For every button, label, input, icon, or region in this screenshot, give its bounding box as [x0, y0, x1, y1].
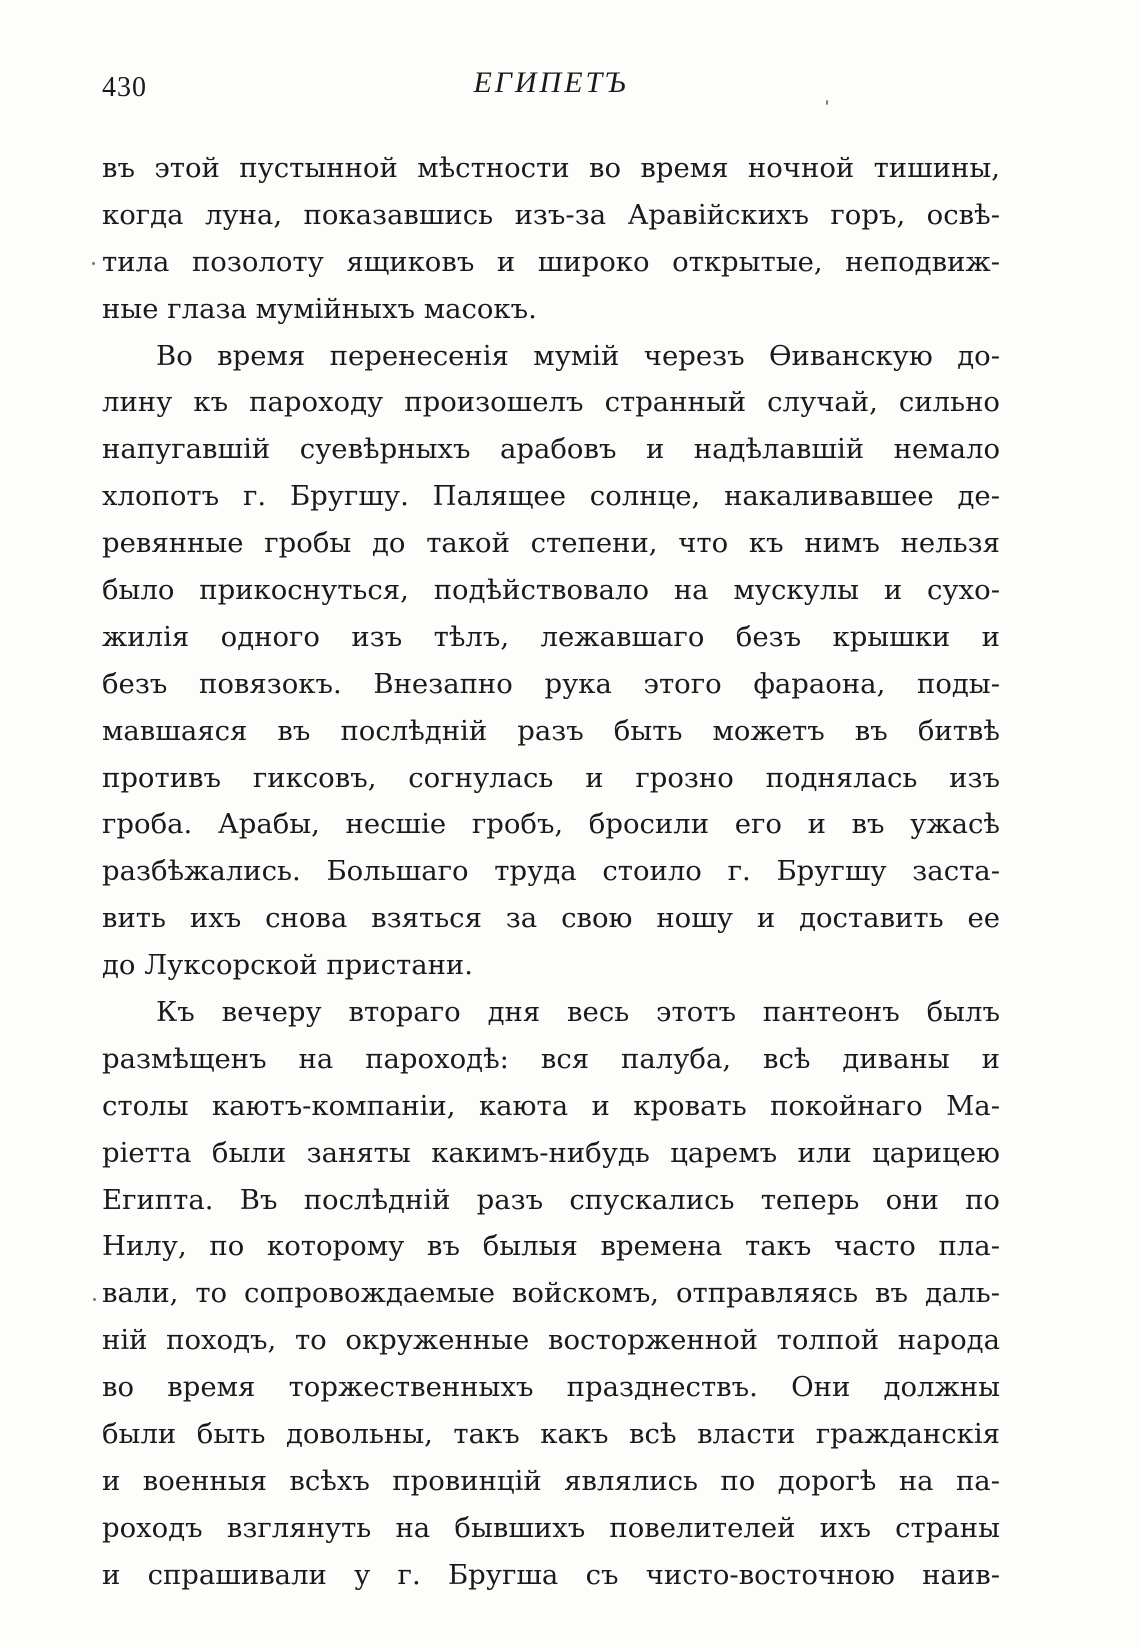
text-line: были быть довольны, такъ какъ всѣ власти гражданскія: [102, 1418, 1000, 1451]
text-line: вали, то сопровождаемые войскомъ, отправляясь въ даль-: [102, 1277, 1000, 1310]
text-line: мавшаяся въ послѣдній разъ быть можетъ въ битвѣ: [102, 714, 1000, 747]
text-line: ные глаза мумійныхъ масокъ.: [102, 292, 537, 325]
text-line: лину къ пароходу произошелъ странный случай, сильно: [102, 386, 1000, 419]
text-line: и военныя всѣхъ провинцій являлись по дорогѣ на па-: [102, 1464, 1000, 1497]
text-line: размѣщенъ на пароходѣ: вся палуба, всѣ диваны и: [102, 1042, 1000, 1075]
scan-speck: [92, 262, 95, 265]
scan-speck: [826, 100, 828, 105]
text-line: Египта. Въ послѣдній разъ спускались теперь они по: [102, 1183, 1000, 1216]
text-line: было прикоснуться, подѣйствовало на мускулы и сухо-: [102, 574, 1000, 607]
text-line: ревянные гробы до такой степени, что къ нимъ нельзя: [102, 527, 1000, 560]
text-line: въ этой пустынной мѣстности во время ночной тишины,: [102, 152, 1000, 184]
text-line: противъ гиксовъ, согнулась и грозно поднялась изъ: [102, 761, 1000, 794]
text-line: до Луксорской пристани.: [102, 949, 473, 982]
body-text: [102, 145, 1000, 1599]
text-line: роходъ взглянуть на бывшихъ повелителей ихъ страны: [102, 1511, 1000, 1544]
page-number: 430: [102, 72, 147, 103]
text-line: хлопотъ г. Бругшу. Палящее солнце, накаливавшее де-: [102, 480, 1000, 513]
running-title: ЕГИПЕТЪ: [473, 66, 629, 99]
text-line: Нилу, по которому въ былыя времена такъ часто пла-: [102, 1230, 1000, 1263]
text-line: ріетта были заняты какимъ-нибудь царемъ или царицею: [102, 1136, 1000, 1169]
text-line: разбѣжались. Большаго труда стоило г. Бругшу заста-: [102, 855, 1000, 888]
text-line: Во время перенесенія мумій черезъ Өиванскую до-: [156, 339, 1000, 372]
text-line: вить ихъ снова взяться за свою ношу и доставить ее: [102, 902, 1000, 935]
text-line: гроба. Арабы, несшіе гробъ, бросили его и въ ужасѣ: [102, 808, 1000, 841]
text-line: безъ повязокъ. Внезапно рука этого фараона, поды-: [102, 667, 1000, 700]
text-line: когда луна, показавшись изъ-за Аравійскихъ горъ, освѣ-: [102, 198, 1000, 231]
text-line: ній походъ, то окруженные восторженной толпой народа: [102, 1324, 1000, 1357]
text-line: Къ вечеру втораго дня весь этотъ пантеонъ былъ: [156, 996, 1000, 1029]
text-line: тила позолоту ящиковъ и широко открытые, неподвиж-: [102, 245, 1000, 278]
text-line: во время торжественныхъ празднествъ. Они должны: [102, 1371, 1000, 1404]
page-header: [102, 66, 1000, 106]
text-line: и спрашивали у г. Бругша съ чисто-восточною наив-: [102, 1558, 1000, 1591]
text-line: столы каютъ-компаніи, каюта и кровать покойнаго Ма-: [102, 1089, 1000, 1122]
scan-speck: [93, 1298, 96, 1301]
text-line: жилія одного изъ тѣлъ, лежавшаго безъ крышки и: [102, 620, 1000, 653]
text-line: напугавшій суевѣрныхъ арабовъ и надѣлавшій немало: [102, 433, 1000, 466]
